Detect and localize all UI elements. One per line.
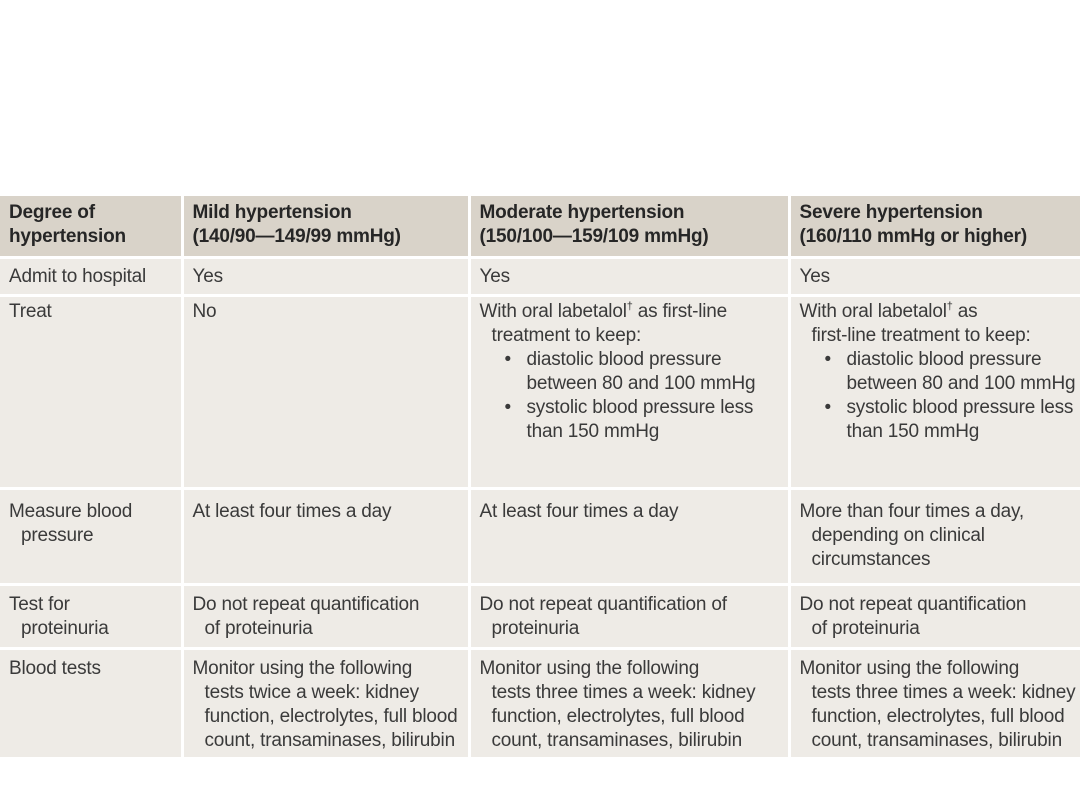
cell-admit-severe: Yes xyxy=(789,258,1080,296)
cell-admit-moderate: Yes xyxy=(469,258,789,296)
treat-severe-cont: first-line treatment to keep: xyxy=(811,325,1031,346)
hypertension-table-container xyxy=(0,196,1080,810)
header-mild-line2: (140/90—149/99 mmHg) xyxy=(192,226,401,247)
cell-measure-severe xyxy=(789,489,1080,585)
table-row-proteinuria xyxy=(0,585,1080,649)
cell-treat-moderate xyxy=(469,296,789,489)
header-moderate-line2: (150/100—159/109 mmHg) xyxy=(479,226,709,247)
measure-severe-cont: depending on clinical circumstances xyxy=(811,525,985,570)
proteinuria-severe-line1: Do not repeat quantification xyxy=(799,594,1027,615)
row-label-measure xyxy=(0,489,182,585)
blood-moderate-line1: Monitor using the following xyxy=(479,658,700,679)
blood-severe-line1: Monitor using the following xyxy=(799,658,1020,679)
blood-moderate-cont: tests three times a week: kidney function, electrolytes, full blood count, transaminases, bilirubin xyxy=(491,682,756,751)
proteinuria-mild-line1: Do not repeat quantification xyxy=(192,594,420,615)
cell-measure-moderate: At least four times a day xyxy=(469,489,789,585)
treat-moderate-lead-rest: as first-line xyxy=(632,301,727,322)
header-degree xyxy=(0,196,182,258)
proteinuria-mild-cont: of proteinuria xyxy=(204,618,313,639)
table-row-blood-tests xyxy=(0,649,1080,759)
proteinuria-severe-cont: of proteinuria xyxy=(811,618,920,639)
measure-label-line1: Measure blood xyxy=(9,501,133,522)
dagger-footnote-mark: † xyxy=(946,300,953,313)
hypertension-management-table xyxy=(0,196,1080,760)
cell-treat-severe xyxy=(789,296,1080,489)
header-severe-line1: Severe hypertension xyxy=(799,202,983,223)
treat-moderate-bullets xyxy=(480,348,784,444)
cell-blood-moderate xyxy=(469,649,789,759)
proteinuria-moderate-line1: Do not repeat quantification of xyxy=(479,594,727,615)
treat-moderate-lead-text: With oral labetalol xyxy=(479,301,627,322)
dagger-footnote-mark: † xyxy=(626,300,633,313)
header-mild xyxy=(182,196,469,258)
row-label-treat: Treat xyxy=(0,296,182,489)
cell-measure-mild: At least four times a day xyxy=(182,489,469,585)
table-row-measure xyxy=(0,489,1080,585)
header-moderate-line1: Moderate hypertension xyxy=(479,202,685,223)
cell-proteinuria-severe xyxy=(789,585,1080,649)
header-moderate xyxy=(469,196,789,258)
treat-moderate-cont: treatment to keep: xyxy=(491,325,642,346)
list-item: • systolic blood pressure less than 150 mmHg xyxy=(500,396,784,444)
cell-blood-severe xyxy=(789,649,1080,759)
list-item: • diastolic blood pressure between 80 and 100 mmHg xyxy=(820,348,1077,396)
proteinuria-moderate-cont: proteinuria xyxy=(491,618,580,639)
row-label-proteinuria xyxy=(0,585,182,649)
measure-label-line2: pressure xyxy=(21,525,94,546)
cell-proteinuria-moderate xyxy=(469,585,789,649)
treat-severe-lead xyxy=(800,300,1077,324)
header-severe xyxy=(789,196,1080,258)
cell-admit-mild: Yes xyxy=(182,258,469,296)
table-row-treat xyxy=(0,296,1080,489)
table-header-row xyxy=(0,196,1080,258)
proteinuria-label-line1: Test for xyxy=(9,594,70,615)
row-label-blood-tests: Blood tests xyxy=(0,649,182,759)
list-item: • systolic blood pressure less than 150 mmHg xyxy=(820,396,1077,444)
proteinuria-label-line2: proteinuria xyxy=(21,618,109,639)
header-mild-line1: Mild hypertension xyxy=(192,202,352,223)
row-label-admit: Admit to hospital xyxy=(0,258,182,296)
treat-severe-lead-text: With oral labetalol xyxy=(799,301,947,322)
cell-treat-mild: No xyxy=(182,296,469,489)
header-severe-line2: (160/110 mmHg or higher) xyxy=(799,226,1027,247)
blood-severe-cont: tests three times a week: kidney function, electrolytes, full blood count, transaminases, bilirubin xyxy=(811,682,1076,751)
treat-severe-bullets xyxy=(800,348,1077,444)
blood-mild-cont: tests twice a week: kidney function, electrolytes, full blood count, transaminases, bilirubin xyxy=(204,682,458,751)
cell-blood-mild xyxy=(182,649,469,759)
table-row-admit xyxy=(0,258,1080,296)
cell-proteinuria-mild xyxy=(182,585,469,649)
header-degree-line2: hypertension xyxy=(9,226,126,247)
blood-mild-line1: Monitor using the following xyxy=(192,658,413,679)
list-item: • diastolic blood pressure between 80 and 100 mmHg xyxy=(500,348,784,396)
treat-severe-lead-rest: as xyxy=(952,301,978,322)
treat-moderate-lead xyxy=(480,300,784,324)
header-degree-line1: Degree of xyxy=(9,202,95,223)
measure-severe-line1: More than four times a day, xyxy=(799,501,1024,522)
